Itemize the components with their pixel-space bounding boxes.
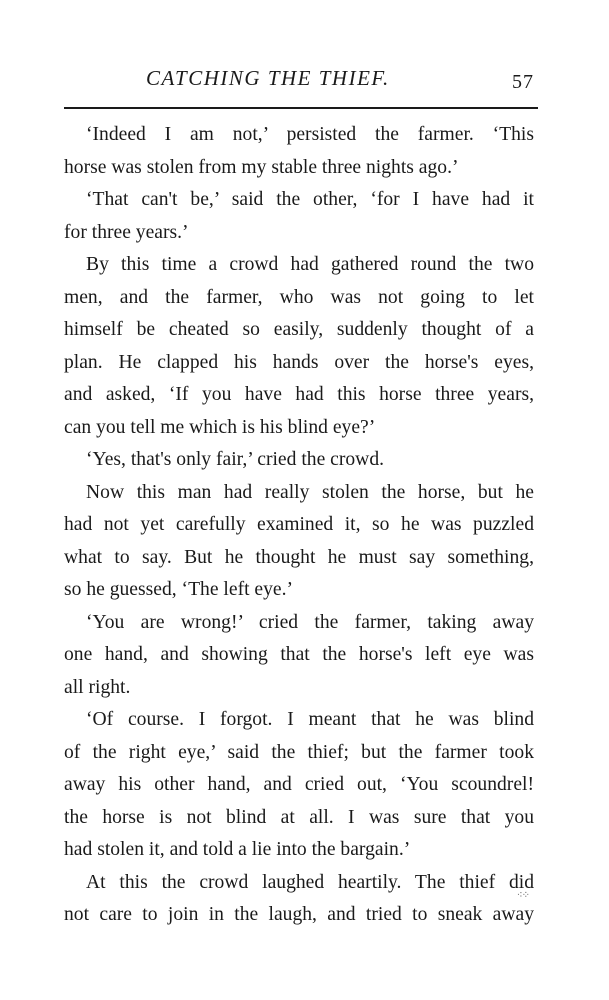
text-line: By this time a crowd had gathered round the two xyxy=(86,254,534,275)
text-line: the horse is not blind at all. I was sure that you xyxy=(64,806,534,828)
text-line: can you tell me which is his blind eye?’ xyxy=(64,416,376,438)
text-line: one hand, and showing that the horse's left eye was xyxy=(64,644,534,665)
text-line: Now this man had really stolen the horse, but he xyxy=(86,481,534,503)
text-line: had not yet carefully examined it, so he was puzzled xyxy=(64,514,534,535)
text-line: not care to join in the laugh, and tried to sneak away xyxy=(64,904,534,925)
text-line: away his other hand, and cried out, ‘You scoundrel! xyxy=(64,774,534,795)
running-title: CATCHING THE THIEF. xyxy=(146,66,390,90)
text-line: himself be cheated so easily, suddenly thought of a xyxy=(64,319,534,340)
header-rule xyxy=(64,107,538,109)
text-line: ‘Yes, that's only fair,’ cried the crowd. xyxy=(86,449,385,470)
text-line: ‘You are wrong!’ cried the farmer, taking away xyxy=(86,611,534,633)
page-number: 57 xyxy=(512,71,534,93)
page-header xyxy=(64,66,538,96)
text-line: ‘That can't be,’ said the other, ‘for I have had it xyxy=(86,189,534,210)
text-line: horse was stolen from my stable three nights ago.’ xyxy=(64,156,459,178)
body-text xyxy=(64,119,534,932)
text-line: had stolen it, and told a lie into the bargain.’ xyxy=(64,839,411,860)
ink-smudge-icon: ⁖⁘ xyxy=(516,890,529,901)
text-line: for three years.’ xyxy=(64,221,189,243)
text-line: so he guessed, ‘The left eye.’ xyxy=(64,579,294,600)
text-line: and asked, ‘If you have had this horse three years, xyxy=(64,384,534,405)
text-line: men, and the farmer, who was not going to let xyxy=(64,286,534,308)
text-line: all right. xyxy=(64,676,131,698)
text-line: ‘Indeed I am not,’ persisted the farmer. ‘This xyxy=(86,124,534,145)
text-line: ‘Of course. I forgot. I meant that he was blind xyxy=(86,709,534,730)
text-line: At this the crowd laughed heartily. The thief did xyxy=(86,871,534,893)
text-line: of the right eye,’ said the thief; but the farmer took xyxy=(64,741,534,763)
text-line: what to say. But he thought he must say something, xyxy=(64,546,534,568)
text-line: plan. He clapped his hands over the horse's eyes, xyxy=(64,351,534,373)
